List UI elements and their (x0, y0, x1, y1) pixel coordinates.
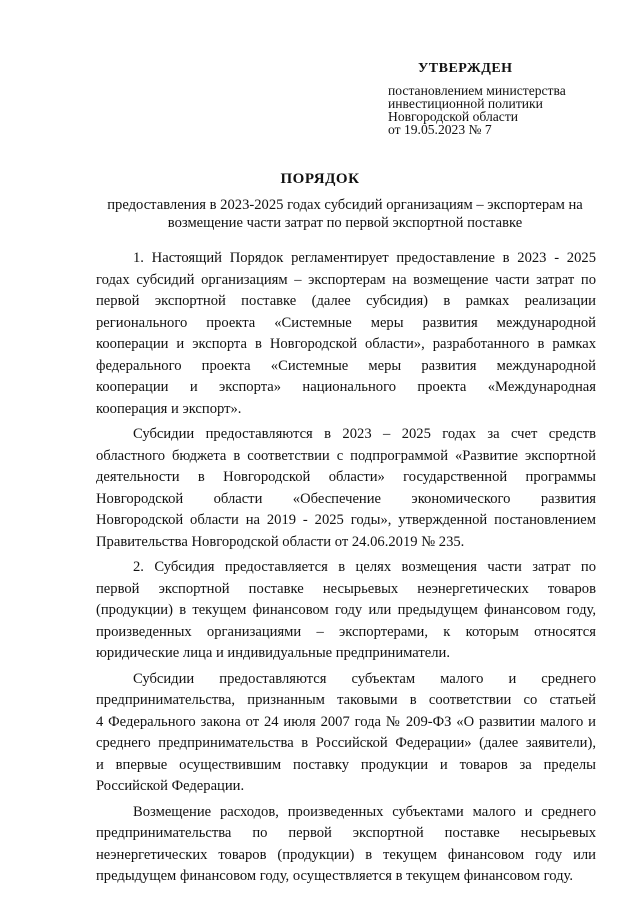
paragraph-line: среднего предпринимательства в Российской Федерации» (далее заявители), (96, 735, 596, 751)
paragraph-line: неэнергетических товаров (продукции) в текущем финансовом году или (96, 846, 596, 863)
approval-heading: УТВЕРЖДЕН (418, 61, 513, 76)
paragraph-line: федерального проекта «Системные меры развития международной (96, 357, 596, 374)
paragraph-line: Возмещение расходов, произведенных субъектами малого и среднего (133, 803, 596, 820)
paragraph-line: 2. Субсидия предоставляется в целях возмещения части затрат по (133, 559, 596, 575)
paragraph-line: первой экспортной поставке несырьевых неэнергетических товаров (96, 580, 596, 597)
paragraph-line: Правительства Новгородской области от 24.06.2019 № 235. (96, 533, 465, 550)
paragraph-line: и впервые осуществившим поставку продукции и товаров за пределы (96, 756, 596, 773)
paragraph-line: регионального проекта «Системные меры развития международной (96, 314, 596, 331)
paragraph (96, 248, 596, 420)
document-subtitle (98, 196, 592, 232)
document-title: ПОРЯДОК (280, 171, 360, 187)
document-body (96, 248, 596, 892)
paragraph-line: первой экспортной поставке (далее субсидия) в рамках реализации (96, 293, 596, 309)
approval-line: от 19.05.2023 № 7 (388, 122, 492, 137)
paragraph-line: предыдущем финансовом году, осуществляется в текущем финансовом году. (96, 868, 573, 884)
paragraph-line: 4 Федерального закона от 24 июля 2007 года № 209-ФЗ «О развитии малого и (96, 713, 596, 730)
paragraph (96, 802, 596, 888)
approval-line: инвестиционной политики (388, 96, 543, 111)
approval-line: постановлением министерства (388, 83, 566, 98)
paragraph-line: Новгородской области «Обеспечение экономического развития (96, 490, 596, 507)
paragraph (96, 424, 596, 553)
paragraph-line: (продукции) в текущем финансовом году или предыдущем финансовом году, (96, 602, 596, 618)
approval-block (388, 62, 618, 136)
paragraph-line: юридические лица и индивидуальные предприниматели. (96, 645, 450, 661)
paragraph (96, 557, 596, 665)
paragraph (96, 669, 596, 798)
subtitle-line: предоставления в 2023-2025 годах субсидий организациям – экспортерам на (107, 197, 583, 213)
paragraph-line: предпринимательства, признанным таковыми в соответствии со статьей (96, 692, 596, 708)
paragraph-line: кооперация и экспорт». (96, 400, 242, 417)
paragraph-line: кооперации и экспорта» национального проекта «Международная (96, 379, 596, 395)
paragraph-line: годах субсидий организациям – экспортерам на возмещение части затрат по (96, 271, 596, 288)
approval-line: Новгородской области (388, 109, 519, 124)
paragraph-line: областного бюджета в соответствии с подпрограммой «Развитие экспортной (96, 447, 596, 464)
paragraph-line: Российской Федерации. (96, 778, 245, 794)
paragraph-line: Субсидии предоставляются в 2023 – 2025 годах за счет средств (133, 426, 596, 442)
paragraph-line: 1. Настоящий Порядок регламентирует предоставление в 2023 - 2025 (133, 250, 596, 266)
paragraph-line: Субсидии предоставляются субъектам малого и среднего (133, 670, 596, 687)
subtitle-line: возмещение части затрат по первой экспортной поставке (167, 215, 523, 231)
paragraph-line: деятельности в Новгородской области» государственной программы (96, 469, 596, 485)
paragraph-line: предпринимательства по первой экспортной поставке несырьевых (96, 825, 596, 841)
paragraph-line: Новгородской области на 2019 - 2025 годы», утвержденной постановлением (96, 512, 596, 528)
paragraph-line: кооперации и экспорта в Новгородской области», разработанного в рамках (96, 336, 596, 352)
paragraph-line: произведенных организациями – экспортерами, к которым относятся (96, 623, 596, 640)
